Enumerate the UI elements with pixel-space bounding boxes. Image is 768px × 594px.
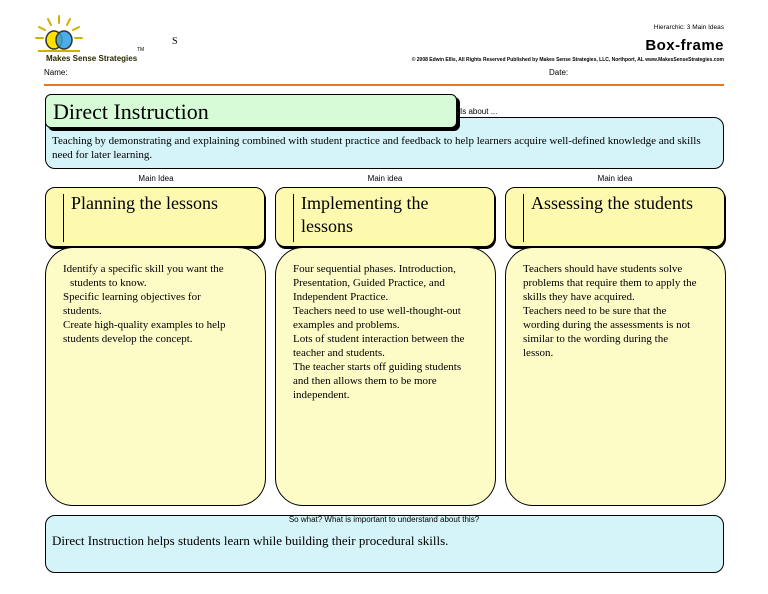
detail-line: Independent Practice.	[293, 291, 389, 303]
header-divider	[44, 84, 724, 86]
detail-line: students develop the concept.	[63, 333, 193, 345]
detail-line: wording during the assessments is not	[523, 319, 691, 331]
details-list-1	[63, 262, 263, 346]
frame-title: Box-frame	[645, 37, 724, 54]
detail-line: similar to the wording during the	[523, 333, 669, 345]
stray-mark: S	[172, 36, 178, 47]
is-about-label: Is about ...	[460, 107, 498, 116]
topic-title: Direct Instruction	[53, 99, 209, 124]
detail-line: problems that require them to apply the	[523, 277, 697, 289]
date-label: Date:	[549, 68, 569, 77]
detail-line: and then allows them to be more	[293, 375, 437, 387]
detail-line: Lots of student interaction between the	[293, 333, 465, 345]
main-idea-label-1: Main Idea	[138, 174, 174, 183]
trademark-mark: TM	[137, 47, 145, 53]
detail-line: Teachers need to be sure that the	[523, 305, 667, 317]
main-idea-box-2	[275, 187, 495, 247]
detail-line: Specific learning objectives for	[63, 291, 201, 303]
details-list-3	[523, 262, 723, 360]
main-idea-label-3: Main idea	[597, 174, 633, 183]
details-list-2	[293, 262, 493, 402]
main-idea-label-2: Main idea	[367, 174, 403, 183]
frame-type: Hierarchic: 3 Main Ideas	[653, 24, 724, 31]
main-idea-box-3	[505, 187, 725, 247]
brand-name: Makes Sense Strategies	[46, 54, 138, 63]
detail-line: independent.	[293, 389, 350, 401]
detail-line: skills they have acquired.	[523, 291, 635, 303]
detail-line: The teacher starts off guiding students	[293, 361, 462, 373]
detail-line: Teachers need to use well-thought-out	[293, 305, 461, 317]
topic-description: Teaching by demonstrating and explaining combined with student practice and feedback to help learners acquire well-defined knowledge and skills need for later learning.	[52, 135, 701, 161]
copyright-line: © 2008 Edwin Ellis, All Rights Reserved Published by Makes Sense Strategies, LLC, Northport, AL www.MakesSenseStrategies.com	[411, 57, 724, 63]
main-idea-title-1: Planning the lessons	[71, 193, 218, 213]
so-what-label: So what? What is important to understand about this?	[288, 515, 480, 524]
detail-line: Presentation, Guided Practice, and	[293, 277, 445, 289]
detail-line: teacher and students.	[293, 347, 385, 359]
detail-line: students.	[63, 305, 102, 317]
detail-line: lesson.	[523, 347, 554, 359]
name-label: Name:	[44, 68, 68, 77]
detail-line: Teachers should have students solve	[523, 263, 683, 275]
main-idea-title-3: Assessing the students	[531, 193, 693, 213]
makes-sense-logo-icon	[34, 14, 84, 56]
detail-line: examples and problems.	[293, 319, 400, 331]
main-idea-box-1	[45, 187, 265, 247]
detail-line: Four sequential phases. Introduction,	[293, 263, 456, 275]
main-idea-title-2: Implementing the lessons	[301, 193, 429, 236]
detail-line: Identify a specific skill you want the	[63, 263, 224, 275]
so-what-text: Direct Instruction helps students learn while building their procedural skills.	[52, 533, 449, 548]
detail-line: students to know.	[70, 277, 147, 289]
detail-line: Create high-quality examples to help	[63, 319, 226, 331]
